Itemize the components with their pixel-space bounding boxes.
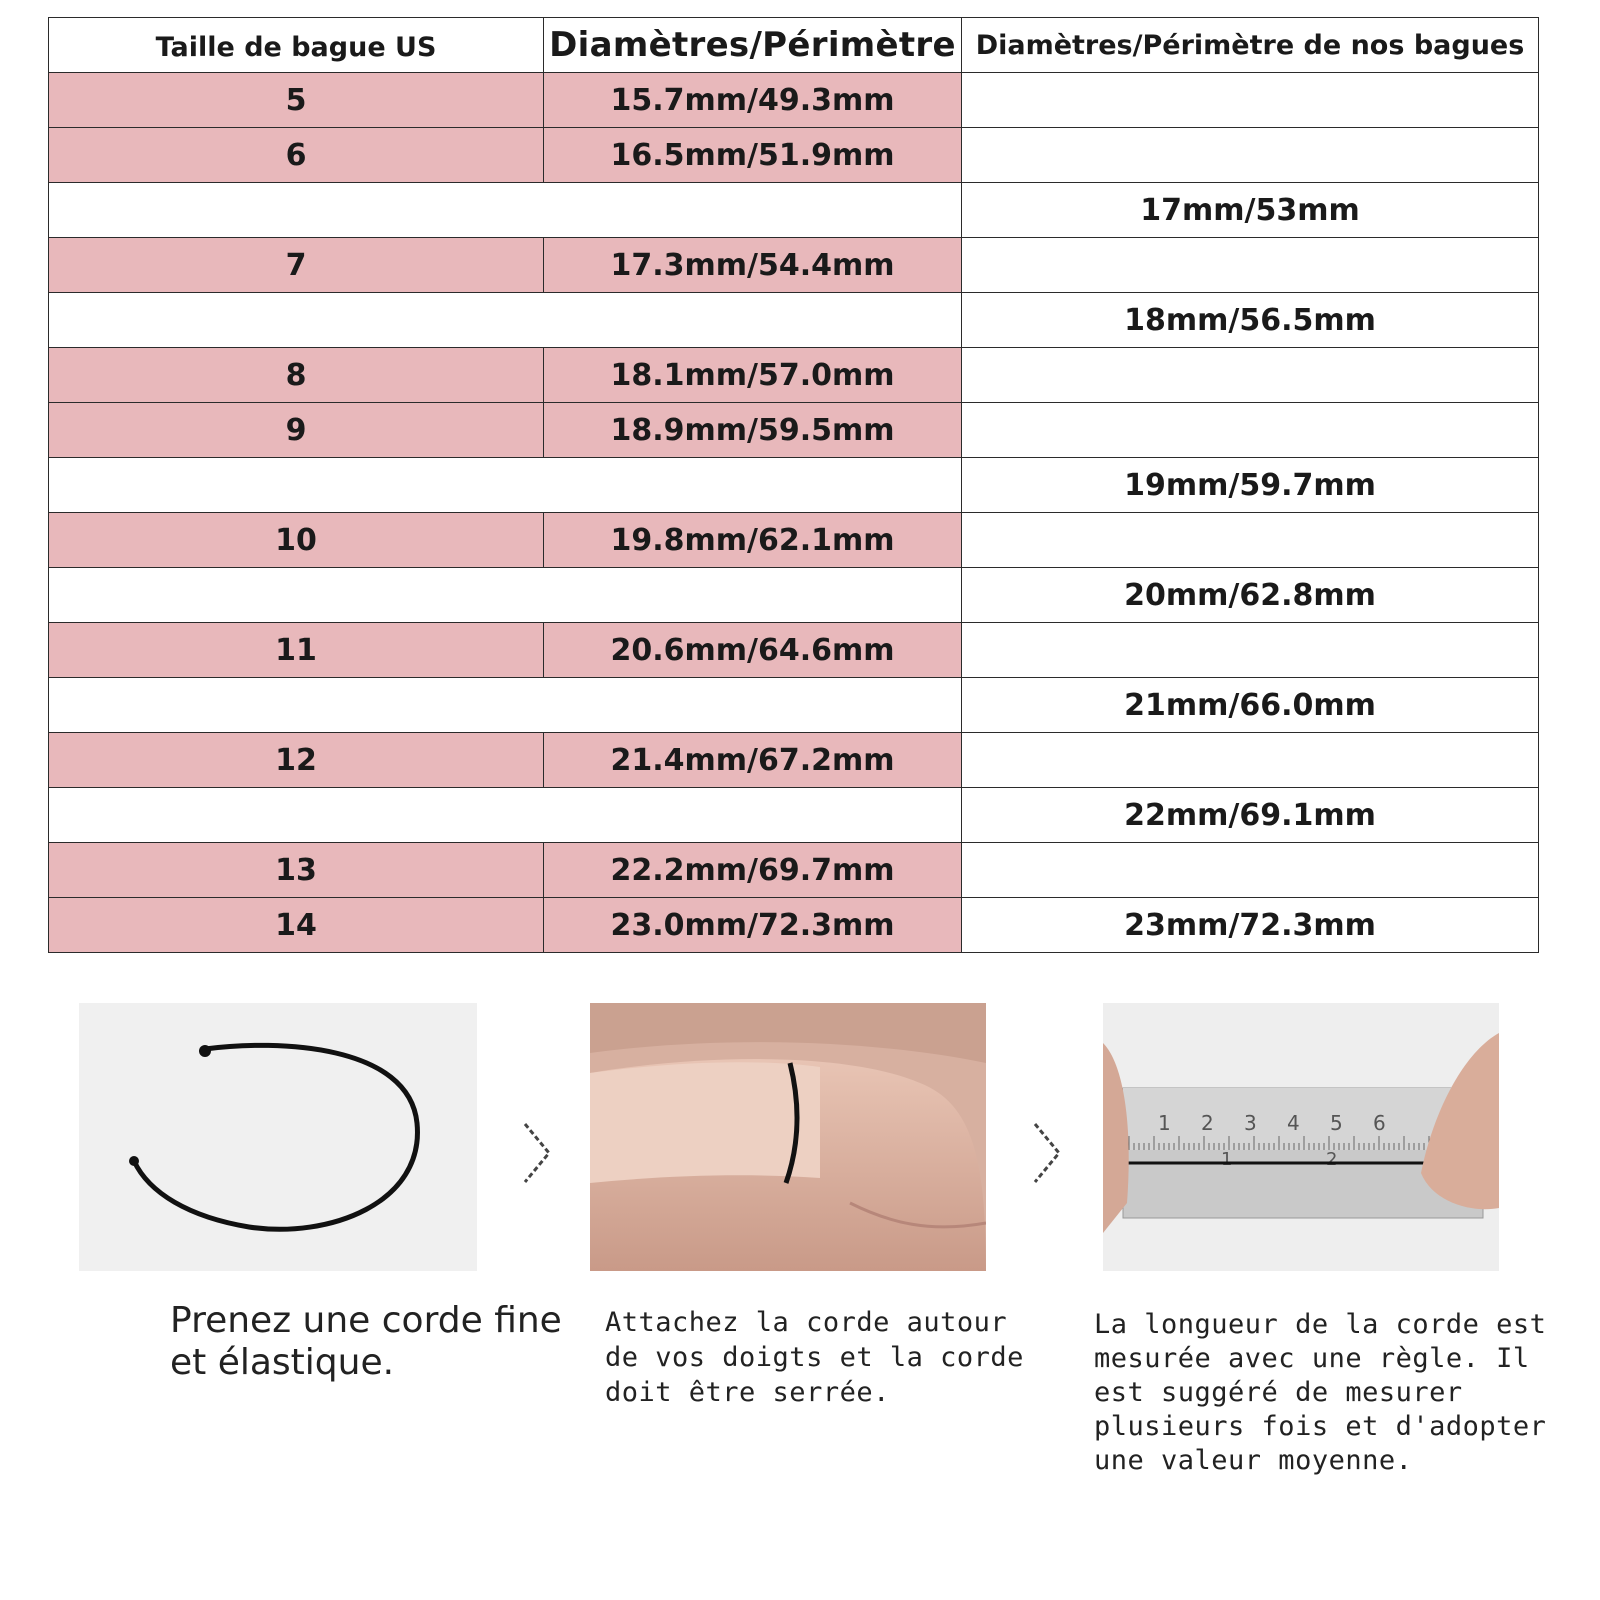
table-row [49, 183, 1539, 238]
table-row [49, 568, 1539, 623]
standard-measure-cell: 18.9mm/59.5mm [544, 403, 962, 458]
our-ring-measure-cell [962, 128, 1539, 183]
step-1-caption: Prenez une corde fine et élastique. [170, 1300, 562, 1383]
standard-measure-cell: 15.7mm/49.3mm [544, 73, 962, 128]
header-diameter-perimeter: Diamètres/Périmètre [544, 18, 962, 73]
us-size-cell: 13 [49, 843, 544, 898]
cord-around-finger-icon [590, 1003, 986, 1271]
our-ring-measure-cell [962, 238, 1539, 293]
us-size-cell: 10 [49, 513, 544, 568]
us-size-cell: 8 [49, 348, 544, 403]
us-size-cell: 14 [49, 898, 544, 953]
ruler-top-label: 3 [1244, 1111, 1257, 1135]
ruler-top-label: 2 [1201, 1111, 1214, 1135]
table-row [49, 788, 1539, 843]
step-2-caption: Attachez la corde autour de vos doigts et la corde doit être serrée. [605, 1307, 1024, 1408]
table-row [49, 238, 1539, 293]
table-row [49, 843, 1539, 898]
standard-measure-cell: 16.5mm/51.9mm [544, 128, 962, 183]
table-header-row [49, 18, 1539, 73]
standard-measure-cell: 23.0mm/72.3mm [544, 898, 962, 953]
elastic-cord-icon [79, 1003, 477, 1271]
ruler-measure-icon [1103, 1003, 1499, 1271]
step-2-image [590, 1003, 986, 1271]
empty-merged-cell [49, 183, 962, 238]
standard-measure-cell: 19.8mm/62.1mm [544, 513, 962, 568]
our-ring-measure-cell: 21mm/66.0mm [962, 678, 1539, 733]
empty-merged-cell [49, 458, 962, 513]
table-row [49, 293, 1539, 348]
table-row [49, 513, 1539, 568]
our-ring-measure-cell [962, 73, 1539, 128]
our-ring-measure-cell [962, 513, 1539, 568]
standard-measure-cell: 17.3mm/54.4mm [544, 238, 962, 293]
ruler-top-label: 5 [1330, 1111, 1343, 1135]
table-row [49, 348, 1539, 403]
header-our-rings: Diamètres/Périmètre de nos bagues [962, 18, 1539, 73]
our-ring-measure-cell: 19mm/59.7mm [962, 458, 1539, 513]
our-ring-measure-cell: 20mm/62.8mm [962, 568, 1539, 623]
empty-merged-cell [49, 293, 962, 348]
standard-measure-cell: 20.6mm/64.6mm [544, 623, 962, 678]
table-row [49, 898, 1539, 953]
ring-size-table [48, 17, 1539, 953]
empty-merged-cell [49, 568, 962, 623]
table-row [49, 73, 1539, 128]
us-size-cell: 9 [49, 403, 544, 458]
table-row [49, 403, 1539, 458]
empty-merged-cell [49, 788, 962, 843]
table-row [49, 458, 1539, 513]
us-size-cell: 6 [49, 128, 544, 183]
step-3-caption: La longueur de la corde est mesurée avec une règle. Il est suggéré de mesurer plusieurs fois et d'adopter une valeur moyenne. [1094, 1309, 1547, 1476]
us-size-cell: 5 [49, 73, 544, 128]
standard-measure-cell: 21.4mm/67.2mm [544, 733, 962, 788]
our-ring-measure-cell [962, 348, 1539, 403]
us-size-cell: 11 [49, 623, 544, 678]
step-1-image [79, 1003, 477, 1271]
standard-measure-cell: 18.1mm/57.0mm [544, 348, 962, 403]
us-size-cell: 12 [49, 733, 544, 788]
our-ring-measure-cell: 18mm/56.5mm [962, 293, 1539, 348]
our-ring-measure-cell [962, 843, 1539, 898]
our-ring-measure-cell [962, 733, 1539, 788]
our-ring-measure-cell: 22mm/69.1mm [962, 788, 1539, 843]
our-ring-measure-cell [962, 623, 1539, 678]
table-row [49, 623, 1539, 678]
us-size-cell: 7 [49, 238, 544, 293]
empty-merged-cell [49, 678, 962, 733]
ruler-bottom-label: 2 [1326, 1149, 1338, 1170]
chevron-right-icon [517, 1118, 557, 1188]
ruler-top-label: 1 [1158, 1111, 1171, 1135]
ruler-bottom-label: 1 [1221, 1149, 1233, 1170]
chevron-right-icon [1027, 1118, 1067, 1188]
standard-measure-cell: 22.2mm/69.7mm [544, 843, 962, 898]
table-row [49, 678, 1539, 733]
our-ring-measure-cell: 23mm/72.3mm [962, 898, 1539, 953]
table-row [49, 733, 1539, 788]
ruler-top-label: 6 [1373, 1111, 1386, 1135]
step-3-image [1103, 1003, 1499, 1271]
table-row [49, 128, 1539, 183]
table-body [49, 73, 1539, 953]
our-ring-measure-cell [962, 403, 1539, 458]
our-ring-measure-cell: 17mm/53mm [962, 183, 1539, 238]
ruler-top-label: 4 [1287, 1111, 1300, 1135]
header-us-size: Taille de bague US [49, 18, 544, 73]
